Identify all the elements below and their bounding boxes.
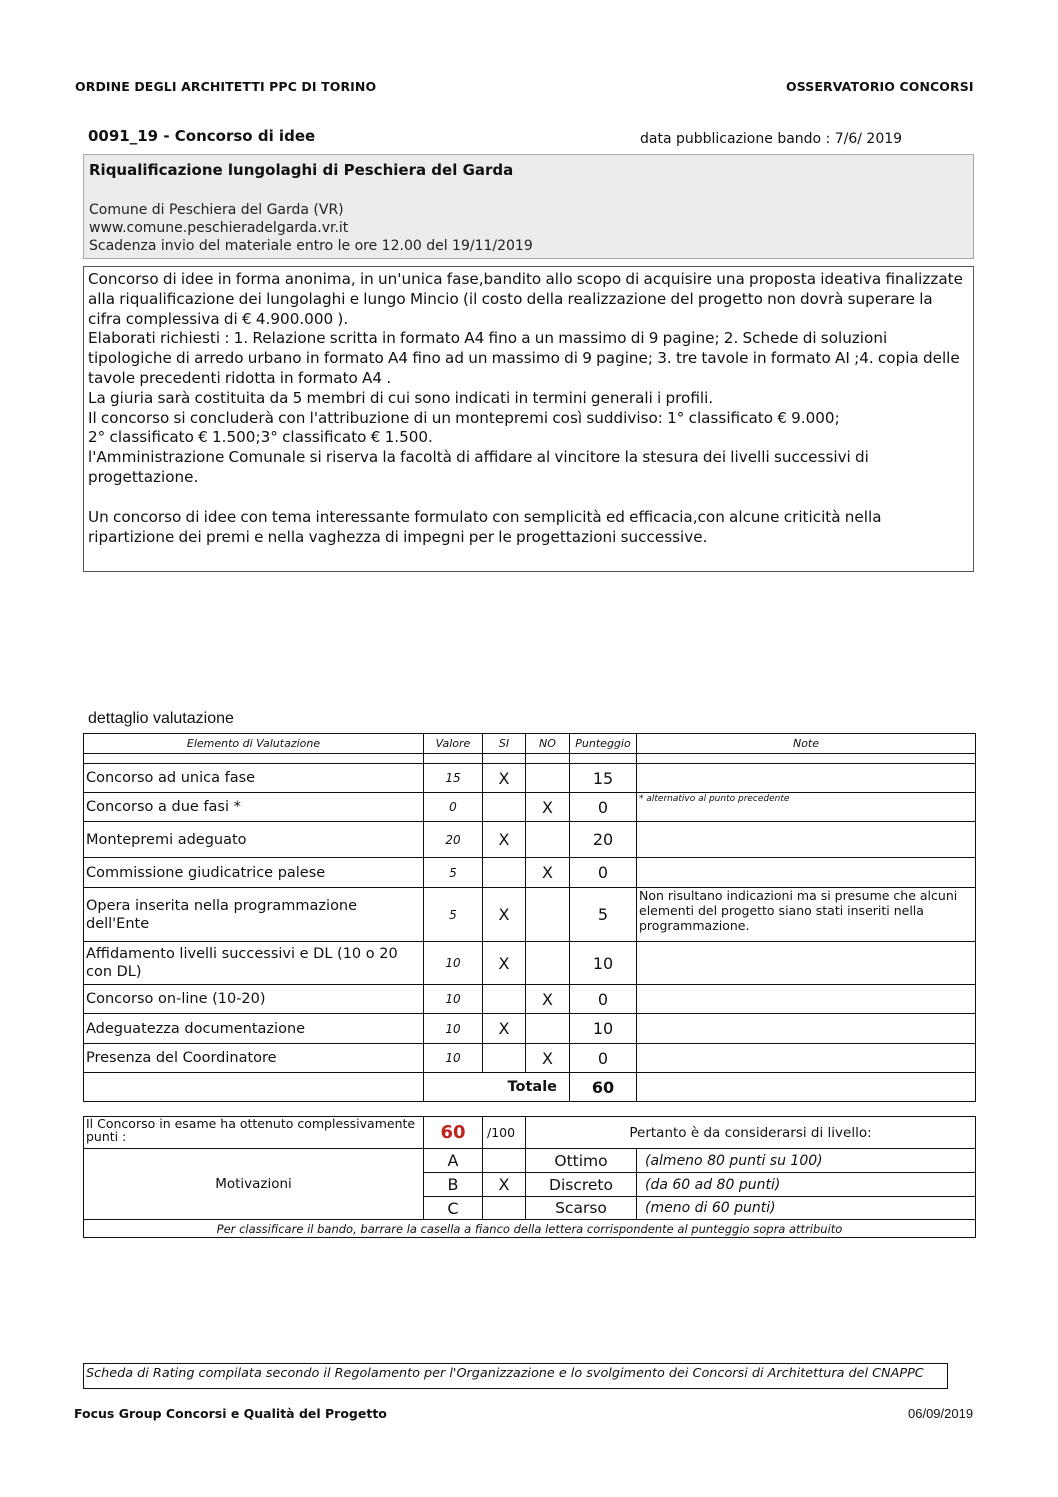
row-value: 15 <box>424 764 483 793</box>
total-blank <box>84 1073 424 1102</box>
total-note-blank <box>637 1073 976 1102</box>
description-paragraph: Concorso di idee in forma anonima, in un'unica fase,bandito allo scopo di acquisire una proposta ideativa finalizzate alla riqualificazione dei lungolaghi e lungo Mincio (il costo della realizzazione del progetto non dovrà superare la cifra complessiva di € 4.900.000 ). <box>88 270 963 328</box>
row-no <box>526 942 570 985</box>
row-score: 10 <box>570 1014 637 1044</box>
row-score: 20 <box>570 822 637 858</box>
row-si: X <box>483 942 526 985</box>
row-name: Presenza del Coordinatore <box>84 1044 424 1073</box>
header-org: ORDINE DEGLI ARCHITETTI PPC DI TORINO <box>75 79 377 94</box>
points-reached-label: Il Concorso in esame ha ottenuto complessivamente punti : <box>84 1117 424 1149</box>
row-no: X <box>526 858 570 888</box>
footer-date: 06/09/2019 <box>908 1406 974 1421</box>
contest-info-box <box>83 154 974 259</box>
table-row <box>84 942 976 985</box>
col-score: Punteggio <box>570 734 637 754</box>
contest-code-title: 0091_19 - Concorso di idee <box>88 127 316 145</box>
row-score: 0 <box>570 1044 637 1073</box>
level-name: Scarso <box>526 1197 637 1220</box>
row-no: X <box>526 1044 570 1073</box>
row-score: 10 <box>570 942 637 985</box>
header-observatory: OSSERVATORIO CONCORSI <box>786 79 974 94</box>
table-row <box>84 764 976 793</box>
description-comment: Un concorso di idee con tema interessante formulato con semplicità ed efficacia,con alcune criticità nella ripartizione dei premi e nella vaghezza di impegni per le progettazioni successive. <box>88 507 882 546</box>
row-si <box>483 858 526 888</box>
total-label: Totale <box>424 1073 570 1102</box>
level-range: (meno di 60 punti) <box>637 1197 976 1220</box>
row-name: Montepremi adeguato <box>84 822 424 858</box>
col-value: Valore <box>424 734 483 754</box>
row-note <box>637 1014 976 1044</box>
table-row <box>84 858 976 888</box>
level-letter: A <box>424 1149 483 1173</box>
contest-deadline: Scadenza invio del materiale entro le ore 12.00 del 19/11/2019 <box>89 238 533 254</box>
contest-title: Riqualificazione lungolaghi di Peschiera del Garda <box>89 161 514 179</box>
row-value: 20 <box>424 822 483 858</box>
row-si <box>483 1044 526 1073</box>
level-range: (da 60 ad 80 punti) <box>637 1173 976 1197</box>
row-no <box>526 1014 570 1044</box>
col-notes: Note <box>637 734 976 754</box>
col-element: Elemento di Valutazione <box>84 734 424 754</box>
row-value: 5 <box>424 858 483 888</box>
description-paragraph: La giuria sarà costituita da 5 membri di cui sono indicati in termini generali i profili. <box>88 388 714 407</box>
row-name: Commissione giudicatrice palese <box>84 858 424 888</box>
contest-entity: Comune di Peschiera del Garda (VR) <box>89 202 344 218</box>
row-name: Concorso ad unica fase <box>84 764 424 793</box>
row-value: 0 <box>424 793 483 822</box>
row-si: X <box>483 764 526 793</box>
row-name: Concorso a due fasi * <box>84 793 424 822</box>
row-si: X <box>483 822 526 858</box>
row-score: 0 <box>570 793 637 822</box>
table-row <box>84 985 976 1014</box>
level-check <box>483 1197 526 1220</box>
table-row <box>84 1014 976 1044</box>
row-value: 10 <box>424 985 483 1014</box>
focus-group: Focus Group Concorsi e Qualità del Progetto <box>74 1406 387 1421</box>
row-name: Affidamento livelli successivi e DL (10 o 20 con DL) <box>84 942 424 985</box>
total-value: 60 <box>570 1073 637 1102</box>
row-value: 10 <box>424 1044 483 1073</box>
total-score: 60 <box>424 1117 483 1149</box>
motivazioni-label: Motivazioni <box>84 1149 424 1220</box>
description-box <box>83 266 974 572</box>
row-score: 0 <box>570 858 637 888</box>
publication-date: data pubblicazione bando : 7/6/ 2019 <box>640 131 903 147</box>
row-score: 5 <box>570 888 637 942</box>
level-row <box>84 1149 976 1173</box>
description-paragraph: l'Amministrazione Comunale si riserva la facoltà di affidare al vincitore la stesura dei livelli successivi di progettazione. <box>88 448 869 486</box>
contest-website: www.comune.peschieradelgarda.vr.it <box>89 220 349 236</box>
col-si: SI <box>483 734 526 754</box>
score-out-of: /100 <box>483 1117 526 1149</box>
row-value: 10 <box>424 1014 483 1044</box>
rating-note: Scheda di Rating compilata secondo il Regolamento per l'Organizzazione e lo svolgimento dei Concorsi di Architettura del CNAPPC <box>83 1363 948 1389</box>
row-note <box>637 942 976 985</box>
level-letter: B <box>424 1173 483 1197</box>
level-name: Ottimo <box>526 1149 637 1173</box>
valutazione-title: dettaglio valutazione <box>88 710 234 727</box>
classification-footnote: Per classificare il bando, barrare la casella a fianco della lettera corrispondente al punteggio sopra attribuito <box>84 1220 976 1238</box>
level-name: Discreto <box>526 1173 637 1197</box>
row-no <box>526 764 570 793</box>
row-score: 15 <box>570 764 637 793</box>
row-score: 0 <box>570 985 637 1014</box>
row-note <box>637 985 976 1014</box>
row-note <box>637 858 976 888</box>
description-paragraph: 2° classificato € 1.500;3° classificato € 1.500. <box>88 428 433 447</box>
row-no: X <box>526 793 570 822</box>
table-row <box>84 1044 976 1073</box>
row-si: X <box>483 888 526 942</box>
row-note <box>637 1044 976 1073</box>
table-row <box>84 888 976 942</box>
row-name: Adeguatezza documentazione <box>84 1014 424 1044</box>
row-si <box>483 793 526 822</box>
level-range: (almeno 80 punti su 100) <box>637 1149 976 1173</box>
total-row <box>84 1073 976 1102</box>
row-name: Opera inserita nella programmazione dell'Ente <box>84 888 424 942</box>
description-paragraph: Elaborati richiesti : 1. Relazione scritta in formato A4 fino a un massimo di 9 pagine; 2. Schede di soluzioni tipologiche di arredo urbano in formato A4 fino ad un massimo di 9 pagine; 3. tre tavole in formato AI ;4. copia delle tavole precedenti ridotta in formato A4 . <box>88 329 960 387</box>
description-paragraph: Il concorso si concluderà con l'attribuzione di un montepremi così suddiviso: 1° classificato € 9.000; <box>88 408 840 427</box>
table-row <box>84 793 976 822</box>
level-check: X <box>483 1173 526 1197</box>
row-value: 5 <box>424 888 483 942</box>
row-note <box>637 822 976 858</box>
row-value: 10 <box>424 942 483 985</box>
table-row <box>84 822 976 858</box>
level-check <box>483 1149 526 1173</box>
col-no: NO <box>526 734 570 754</box>
spacer-row <box>84 754 976 764</box>
row-note: * alternativo al punto precedente <box>637 793 976 822</box>
evaluation-table <box>83 733 976 1102</box>
row-no <box>526 822 570 858</box>
row-si <box>483 985 526 1014</box>
row-si: X <box>483 1014 526 1044</box>
row-note: Non risultano indicazioni ma si presume che alcuni elementi del progetto siano stati inseriti nella programmazione. <box>637 888 976 942</box>
level-letter: C <box>424 1197 483 1220</box>
level-intro: Pertanto è da considerarsi di livello: <box>526 1117 976 1149</box>
row-no <box>526 888 570 942</box>
row-no: X <box>526 985 570 1014</box>
row-name: Concorso on-line (10-20) <box>84 985 424 1014</box>
row-note <box>637 764 976 793</box>
level-table <box>83 1116 976 1238</box>
